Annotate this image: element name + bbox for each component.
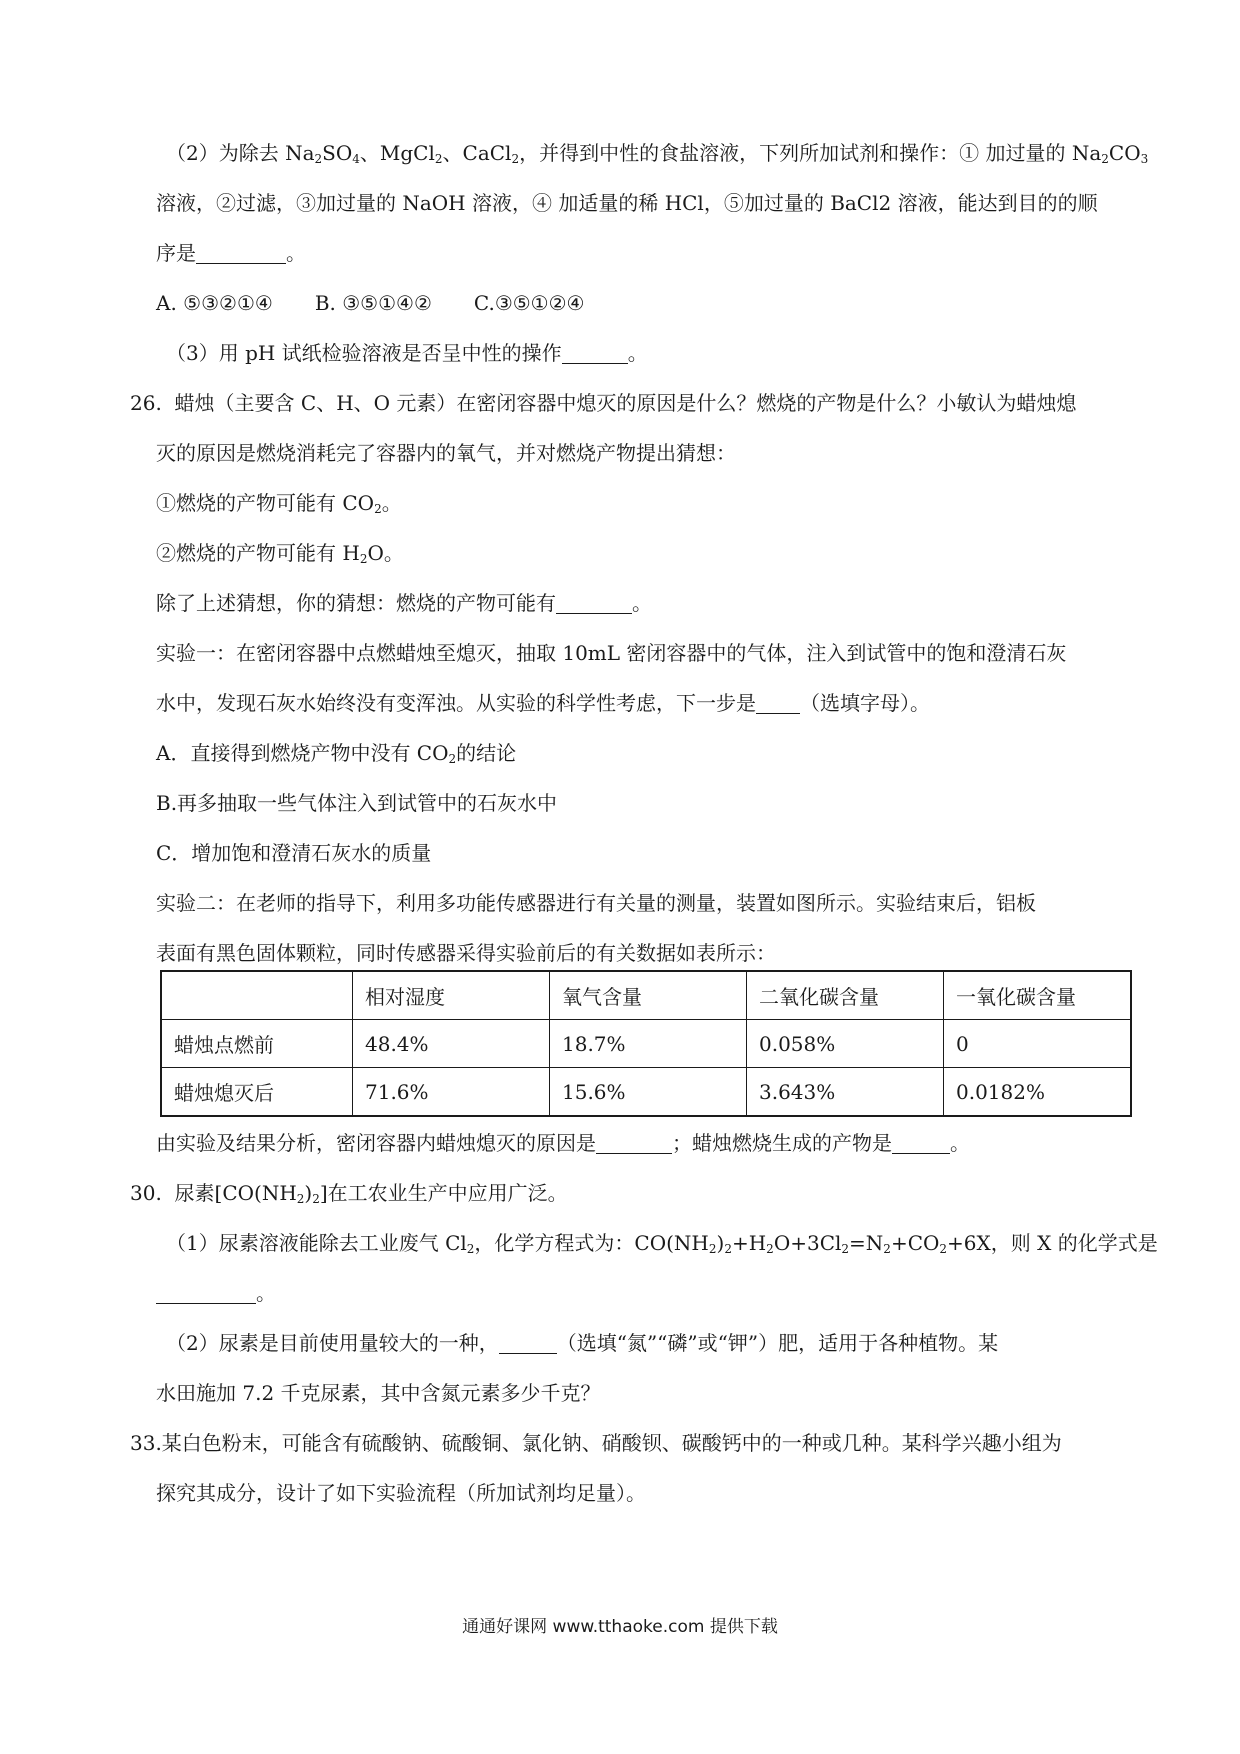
q25-part2-line3: 序是 。 <box>156 241 306 265</box>
q26-line2: 灭的原因是燃烧消耗完了容器内的氧气，并对燃烧产物提出猜想： <box>156 441 736 465</box>
table-header-row <box>161 971 1131 1020</box>
q26-guess3: 除了上述猜想，你的猜想：燃烧的产物可能有 。 <box>156 591 652 615</box>
q33-line2: 探究其成分，设计了如下实验流程（所加试剂均足量）。 <box>156 1481 646 1505</box>
question-number: 26. <box>130 391 162 415</box>
q25-part3: （3）用 pH 试纸检验溶液是否呈中性的操作 。 <box>166 341 648 365</box>
page-footer: 通通好课网 www.tthaoke.com 提供下载 <box>462 1617 778 1637</box>
table-row <box>161 1068 1131 1117</box>
table-cell: 15.6% <box>550 1068 747 1117</box>
answer-blank[interactable] <box>756 693 800 714</box>
q26-guess1: ①燃烧的产物可能有 $CO_2$。 <box>156 491 402 516</box>
table-cell: 0.0182% <box>944 1068 1132 1117</box>
table-header-cell: 氧气含量 <box>550 971 747 1020</box>
q26-exp2-line1: 实验二：在老师的指导下，利用多功能传感器进行有关量的测量，装置如图所示。实验结束后，铝板 <box>156 891 1036 915</box>
q30-part1-line2: 。 <box>156 1279 276 1307</box>
sensor-data-table <box>160 970 1132 1117</box>
answer-blank[interactable] <box>562 343 628 364</box>
question-number: 30. <box>130 1181 162 1205</box>
q26-exp1-line2: 水中，发现石灰水始终没有变浑浊。从实验的科学性考虑，下一步是 （选填字母）。 <box>156 691 930 715</box>
answer-blank[interactable] <box>556 593 632 614</box>
table-header-cell: 二氧化碳含量 <box>747 971 944 1020</box>
table-cell: 蜡烛熄灭后 <box>161 1068 353 1117</box>
q26-conclusion: 由实验及结果分析，密闭容器内蜡烛熄灭的原因是 ；蜡烛燃烧生成的产物是 。 <box>156 1131 970 1155</box>
table-cell: 48.4% <box>353 1020 550 1068</box>
q25-part2-line2: 溶液，②过滤，③加过量的 NaOH 溶液，④ 加适量的稀 HCl，⑤加过量的 BaCl2 溶液，能达到目的的顺 <box>156 191 1098 215</box>
table-header-cell <box>161 971 353 1020</box>
q30-part2-line1: （2）尿素是目前使用量较大的一种， （选填“氮”“磷”或“钾”）肥，适用于各种植物。某 <box>166 1331 999 1355</box>
table-cell: 71.6% <box>353 1068 550 1117</box>
table-cell: 18.7% <box>550 1020 747 1068</box>
q30-part2-line2: 水田施加 7.2 千克尿素，其中含氮元素多少千克？ <box>156 1381 601 1405</box>
q26-option-b: B.再多抽取一些气体注入到试管中的石灰水中 <box>156 791 558 815</box>
q26-option-a: A．直接得到燃烧产物中没有 $CO_2$的结论 <box>156 741 517 766</box>
q26-exp1-line1: 实验一：在密闭容器中点燃蜡烛至熄灭，抽取 10mL 密闭容器中的气体，注入到试管中的饱和澄清石灰 <box>156 641 1067 665</box>
q26-guess2: ②燃烧的产物可能有 $H_2O$。 <box>156 541 404 566</box>
q26-line1: 26. 蜡烛（主要含 C、H、O 元素）在密闭容器中熄灭的原因是什么？燃烧的产物是什么？小敏认为蜡烛熄 <box>130 391 1077 415</box>
table-cell: 0 <box>944 1020 1132 1068</box>
answer-blank[interactable] <box>156 1283 256 1304</box>
q33-line1: 33.某白色粉末，可能含有硫酸钠、硫酸铜、氯化钠、硝酸钡、碳酸钙中的一种或几种。某科学兴趣小组为 <box>130 1431 1062 1455</box>
q25-options: A. ⑤③②①④ B. ③⑤①④② C.③⑤①②④ <box>156 291 585 315</box>
q25-part2-line1: （2）为除去 $Na_2SO_4$、MgCl$_2$、CaCl$_2$，并得到中性的食盐溶液，下列所加试剂和操作：① 加过量的 $Na_2CO_3$ <box>166 141 1149 166</box>
table-cell: 0.058% <box>747 1020 944 1068</box>
table-header-cell: 一氧化碳含量 <box>944 971 1132 1020</box>
table-cell: 3.643% <box>747 1068 944 1117</box>
table-row <box>161 1020 1131 1068</box>
answer-blank[interactable] <box>196 243 286 264</box>
q30-title: 30. 尿素$[CO(NH_2)_2]$在工农业生产中应用广泛。 <box>130 1181 568 1206</box>
q26-option-c: C．增加饱和澄清石灰水的质量 <box>156 841 432 865</box>
q30-part1-line1: （1）尿素溶液能除去工业废气 $Cl_2$，化学方程式为：$CO(NH_2)_2+H_2O+3Cl_2=N_2+CO_2+6X$，则 X 的化学式是 <box>166 1231 1158 1256</box>
table-cell: 蜡烛点燃前 <box>161 1020 353 1068</box>
table-header-cell: 相对湿度 <box>353 971 550 1020</box>
q26-exp2-line2: 表面有黑色固体颗粒，同时传感器采得实验前后的有关数据如表所示： <box>156 941 776 965</box>
answer-blank[interactable] <box>892 1133 950 1154</box>
answer-blank[interactable] <box>499 1333 557 1354</box>
answer-blank[interactable] <box>596 1133 672 1154</box>
